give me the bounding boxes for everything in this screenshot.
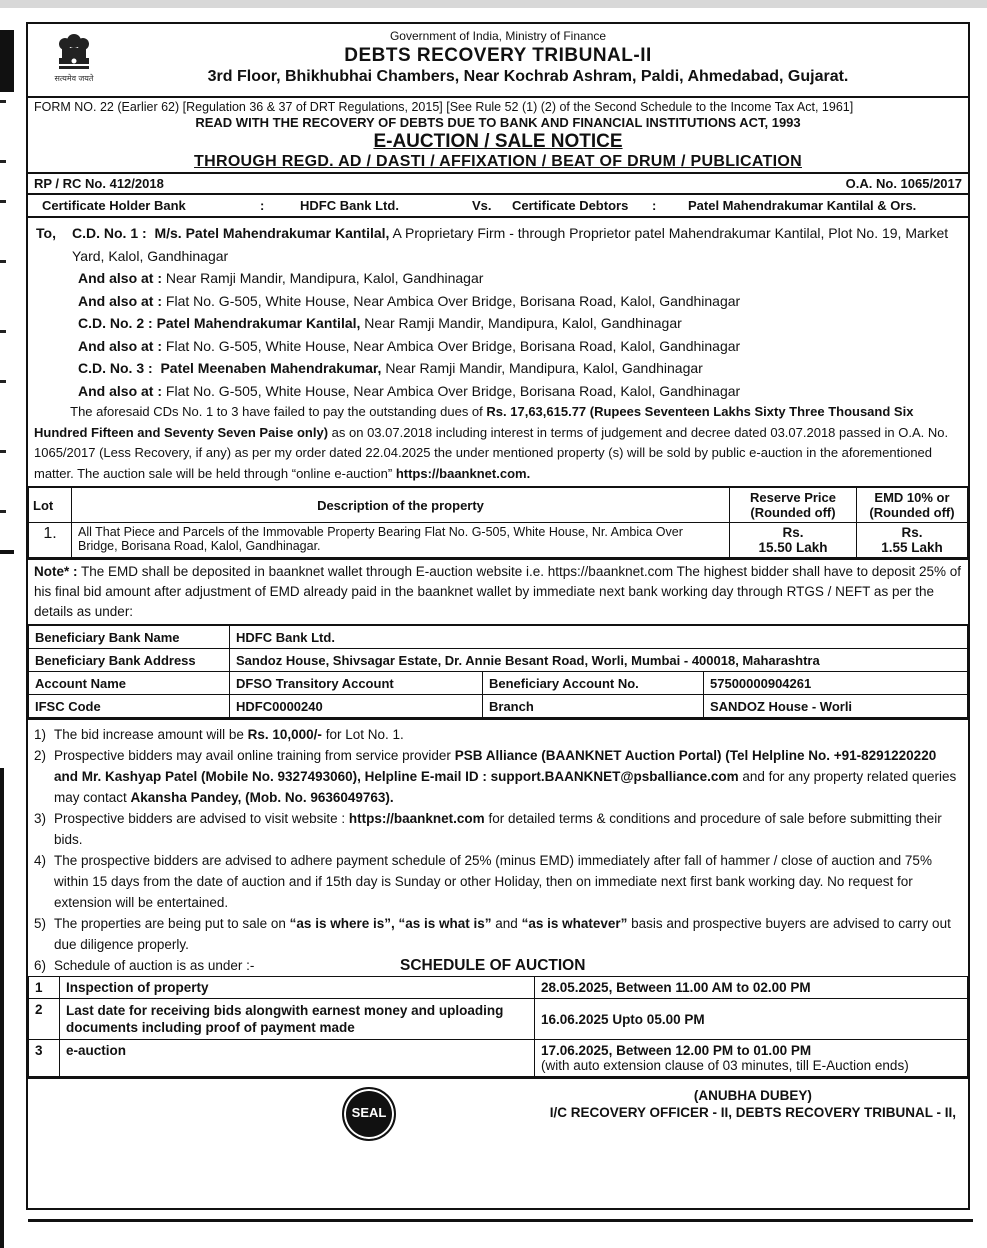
table-row: 1. All That Piece and Parcels of the Immovable Property Bearing Flat No. G-505, White House, Nr. Ambica Over Bridge, Borisana Road, Kalol, Gandhinagar. Rs. 15.50 Lakh Rs. 1.55 Lakh — [29, 523, 968, 558]
emd-amount: 1.55 Lakh — [881, 540, 943, 555]
bank-details-table — [28, 624, 968, 718]
seal-stamp: SEAL — [342, 1087, 396, 1141]
list-item: 3) Prospective bidders are advised to visit website : https://baanknet.com for detailed terms & conditions and procedure of sale before submitting their bids. — [34, 811, 942, 847]
emd-note: Note* : The EMD shall be deposited in baanknet wallet through E-auction website i.e. https://baanknet.com The highest bidder shall have to deposit 25% of his final bid amount after adjustment of EMD already paid in the baanknet wallet by immediate next bank working day through RTGS / NEFT as per the details as under: — [28, 558, 968, 624]
reserve-price: 15.50 Lakh — [758, 540, 828, 555]
table-row: 3 e-auction 17.06.2025, Between 12.00 PM to 01.00 PM (with auto extension clause of 03 minutes, till E-Auction ends) — [29, 1040, 968, 1077]
holder-colon: : — [260, 198, 265, 213]
versus: Vs. — [472, 198, 492, 213]
auction-date: 17.06.2025, Between 12.00 PM to 01.00 PM — [541, 1043, 812, 1058]
account-number: 57500000904261 — [704, 672, 968, 695]
schedule-title: SCHEDULE OF AUCTION — [400, 957, 586, 974]
terms-list — [28, 718, 968, 976]
inspection-date: 28.05.2025, Between 11.00 AM to 02.00 PM — [535, 977, 968, 999]
cd1-address: A Proprietary Firm - through Proprietor patel Mahendrakumar Kantilal, Plot No. 19, Market Yard, Kalol, Gandhinagar — [72, 225, 949, 264]
table-row: IFSC Code HDFC0000240 Branch SANDOZ House - Worli — [29, 695, 968, 718]
cd1-address-3: And also at : Flat No. G-505, White House, Near Ambica Over Bridge, Borisana Road, Kalol, Gandhinagar — [78, 292, 741, 309]
list-item: 2) Prospective bidders may avail online training from service provider PSB Alliance (BAANKNET Auction Portal) (Tel Helpline No. +91-8291220220 and Mr. Kashyap Patel (Mobile No. 9327493060), Helpline E-mail ID : support.BAANKNET@psballiance.com and for any property related queries may contact Akansha Pandey, (Mob. No. 9636049763). — [34, 748, 957, 805]
oa-number: O.A. No. 1065/2017 — [845, 176, 962, 191]
auction-url: https://baanknet.com. — [395, 465, 531, 481]
ifsc-code: HDFC0000240 — [230, 695, 483, 718]
parties-line — [28, 193, 968, 216]
cd3-block: C.D. No. 3 : Patel Meenaben Mahendrakumar, Near Ramji Mandir, Mandipura, Kalol, Gandhinagar — [78, 360, 703, 376]
top-edge — [0, 0, 987, 8]
col-lot: Lot — [29, 487, 72, 523]
notice-title: E-AUCTION / SALE NOTICE — [373, 131, 623, 152]
table-row: 1 Inspection of property 28.05.2025, Between 11.00 AM to 02.00 PM — [29, 977, 968, 999]
ministry-line: Government of India, Ministry of Finance — [389, 29, 607, 43]
col-reserve: Reserve Price (Rounded off) — [730, 487, 857, 523]
officer-title: I/C RECOVERY OFFICER - II, DEBTS RECOVERY TRIBUNAL - II, — [549, 1105, 956, 1120]
to-label: To, — [36, 225, 56, 241]
note-label: Note* : — [34, 564, 78, 579]
tribunal-address: 3rd Floor, Bhikhubhai Chambers, Near Kochrab Ashram, Paldi, Ahmedabad, Gujarat. — [207, 68, 849, 85]
signature-block — [28, 1077, 968, 1151]
dues-amount: Rs. 17,63,615.77 (Rupees Seventeen Lakhs Sixty Three Thousand Six Hundred Fifteen and Seventy Seven Paise only) — [34, 404, 914, 440]
cd1-name: M/s. Patel Mahendrakumar Kantilal, — [154, 225, 390, 241]
cd2-address-2: And also at : Flat No. G-505, White House, Near Ambica Over Bridge, Borisana Road, Kalol, Gandhinagar — [78, 337, 741, 354]
emblem-motto: सत्यमेव जयते — [54, 74, 94, 83]
auction-schedule-table — [28, 976, 968, 1077]
rp-number: RP / RC No. 412/2018 — [34, 176, 164, 191]
list-item: 5) The properties are being put to sale on “as is where is”, “as is what is” and “as is whatever” basis and prospective buyers are advised to carry out due diligence properly. — [34, 916, 951, 952]
list-item: 6) Schedule of auction is as under :- SCHEDULE OF AUCTION — [34, 957, 586, 974]
debtors-name: Patel Mahendrakumar Kantilal & Ors. — [688, 198, 917, 213]
cd3-address-2: And also at : Flat No. G-505, White House, Near Ambica Over Bridge, Borisana Road, Kalol, Gandhinagar — [78, 382, 741, 399]
debtors-label: Certificate Debtors — [512, 198, 629, 213]
property-table — [28, 486, 968, 558]
act-line: READ WITH THE RECOVERY OF DEBTS DUE TO BANK AND FINANCIAL INSTITUTIONS ACT, 1993 — [195, 115, 801, 130]
table-row: Account Name DFSO Transitory Account Beneficiary Account No. 57500000904261 — [29, 672, 968, 695]
debtors-colon: : — [652, 198, 657, 213]
tribunal-header — [28, 24, 968, 98]
holder-label: Certificate Holder Bank — [42, 198, 186, 213]
officer-name: (ANUBHA DUBEY) — [693, 1088, 812, 1103]
recovery-officer — [550, 1087, 956, 1121]
service-modes: THROUGH REGD. AD / DASTI / AFFIXATION / BEAT OF DRUM / PUBLICATION — [194, 153, 802, 170]
list-item: 1) The bid increase amount will be Rs. 10,000/- for Lot No. 1. — [34, 727, 404, 742]
bid-deadline: 16.06.2025 Upto 05.00 PM — [535, 999, 968, 1040]
table-row: Beneficiary Bank Name HDFC Bank Ltd. — [29, 625, 968, 649]
form-number-line: FORM NO. 22 (Earlier 62) [Regulation 36 & 37 of DRT Regulations, 2015] [See Rule 52 (1) (2) of the Second Schedule to the Income Tax Act, 1961] — [34, 100, 854, 114]
col-emd: EMD 10% or (Rounded off) — [857, 487, 968, 523]
tribunal-title: DEBTS RECOVERY TRIBUNAL-II — [344, 45, 652, 66]
cd1-label: C.D. No. 1 : — [72, 225, 147, 241]
cd1-address-2: And also at : Near Ramji Mandir, Mandipura, Kalol, Gandhinagar — [78, 270, 484, 286]
form-reference — [28, 98, 968, 172]
holder-bank: HDFC Bank Ltd. — [300, 198, 399, 213]
dues-paragraph: The aforesaid CDs No. 1 to 3 have failed to pay the outstanding dues of Rs. 17,63,615.77 (Rupees Seventeen Lakhs Sixty Three Thousand Six Hundred Fifteen and Seventy Seven Paise only) as on 03.07.2018 including interest in terms of judgement and decree dated 03.07.2018 passed in O.A. No. 1065/2017 (Less Recovery, if any) as per my order dated 22.04.2025 the under mentioned property (s) will be sold by public e-auction in the aforementioned matter. The auction sale will be held through “online e-auction” https://baanknet.com. — [34, 404, 949, 481]
col-description: Description of the property — [72, 487, 730, 523]
table-row: 2 Last date for receiving bids alongwith earnest money and uploading documents including proof of payment made 16.06.2025 Upto 05.00 PM — [29, 999, 968, 1040]
case-numbers — [28, 172, 968, 193]
adjacent-column-edge — [0, 30, 14, 1210]
property-description: All That Piece and Parcels of the Immovable Property Bearing Flat No. G-505, White House, Nr. Ambica Over Bridge, Borisana Road, Kalol, Gandhinagar. — [72, 523, 730, 558]
notice-page — [26, 22, 970, 1210]
bottom-rule — [28, 1219, 973, 1222]
list-item: 4) The prospective bidders are advised to adhere payment schedule of 25% (minus EMD) immediately after fall of hammer / close of auction and 75% within 15 days from the date of auction and if 15th day is Sunday or other Holiday, then on immediate next first bank working day. No request for extension will be entertained. — [34, 853, 932, 910]
cd2-block: C.D. No. 2 : Patel Mahendrakumar Kantilal, Near Ramji Mandir, Mandipura, Kalol, Gandhinagar — [78, 315, 682, 331]
table-row: Beneficiary Bank Address Sandoz House, Shivsagar Estate, Dr. Annie Besant Road, Worli, Mumbai - 400018, Maharashtra — [29, 649, 968, 672]
addressees-section — [28, 216, 968, 486]
cd1-block — [34, 222, 962, 267]
